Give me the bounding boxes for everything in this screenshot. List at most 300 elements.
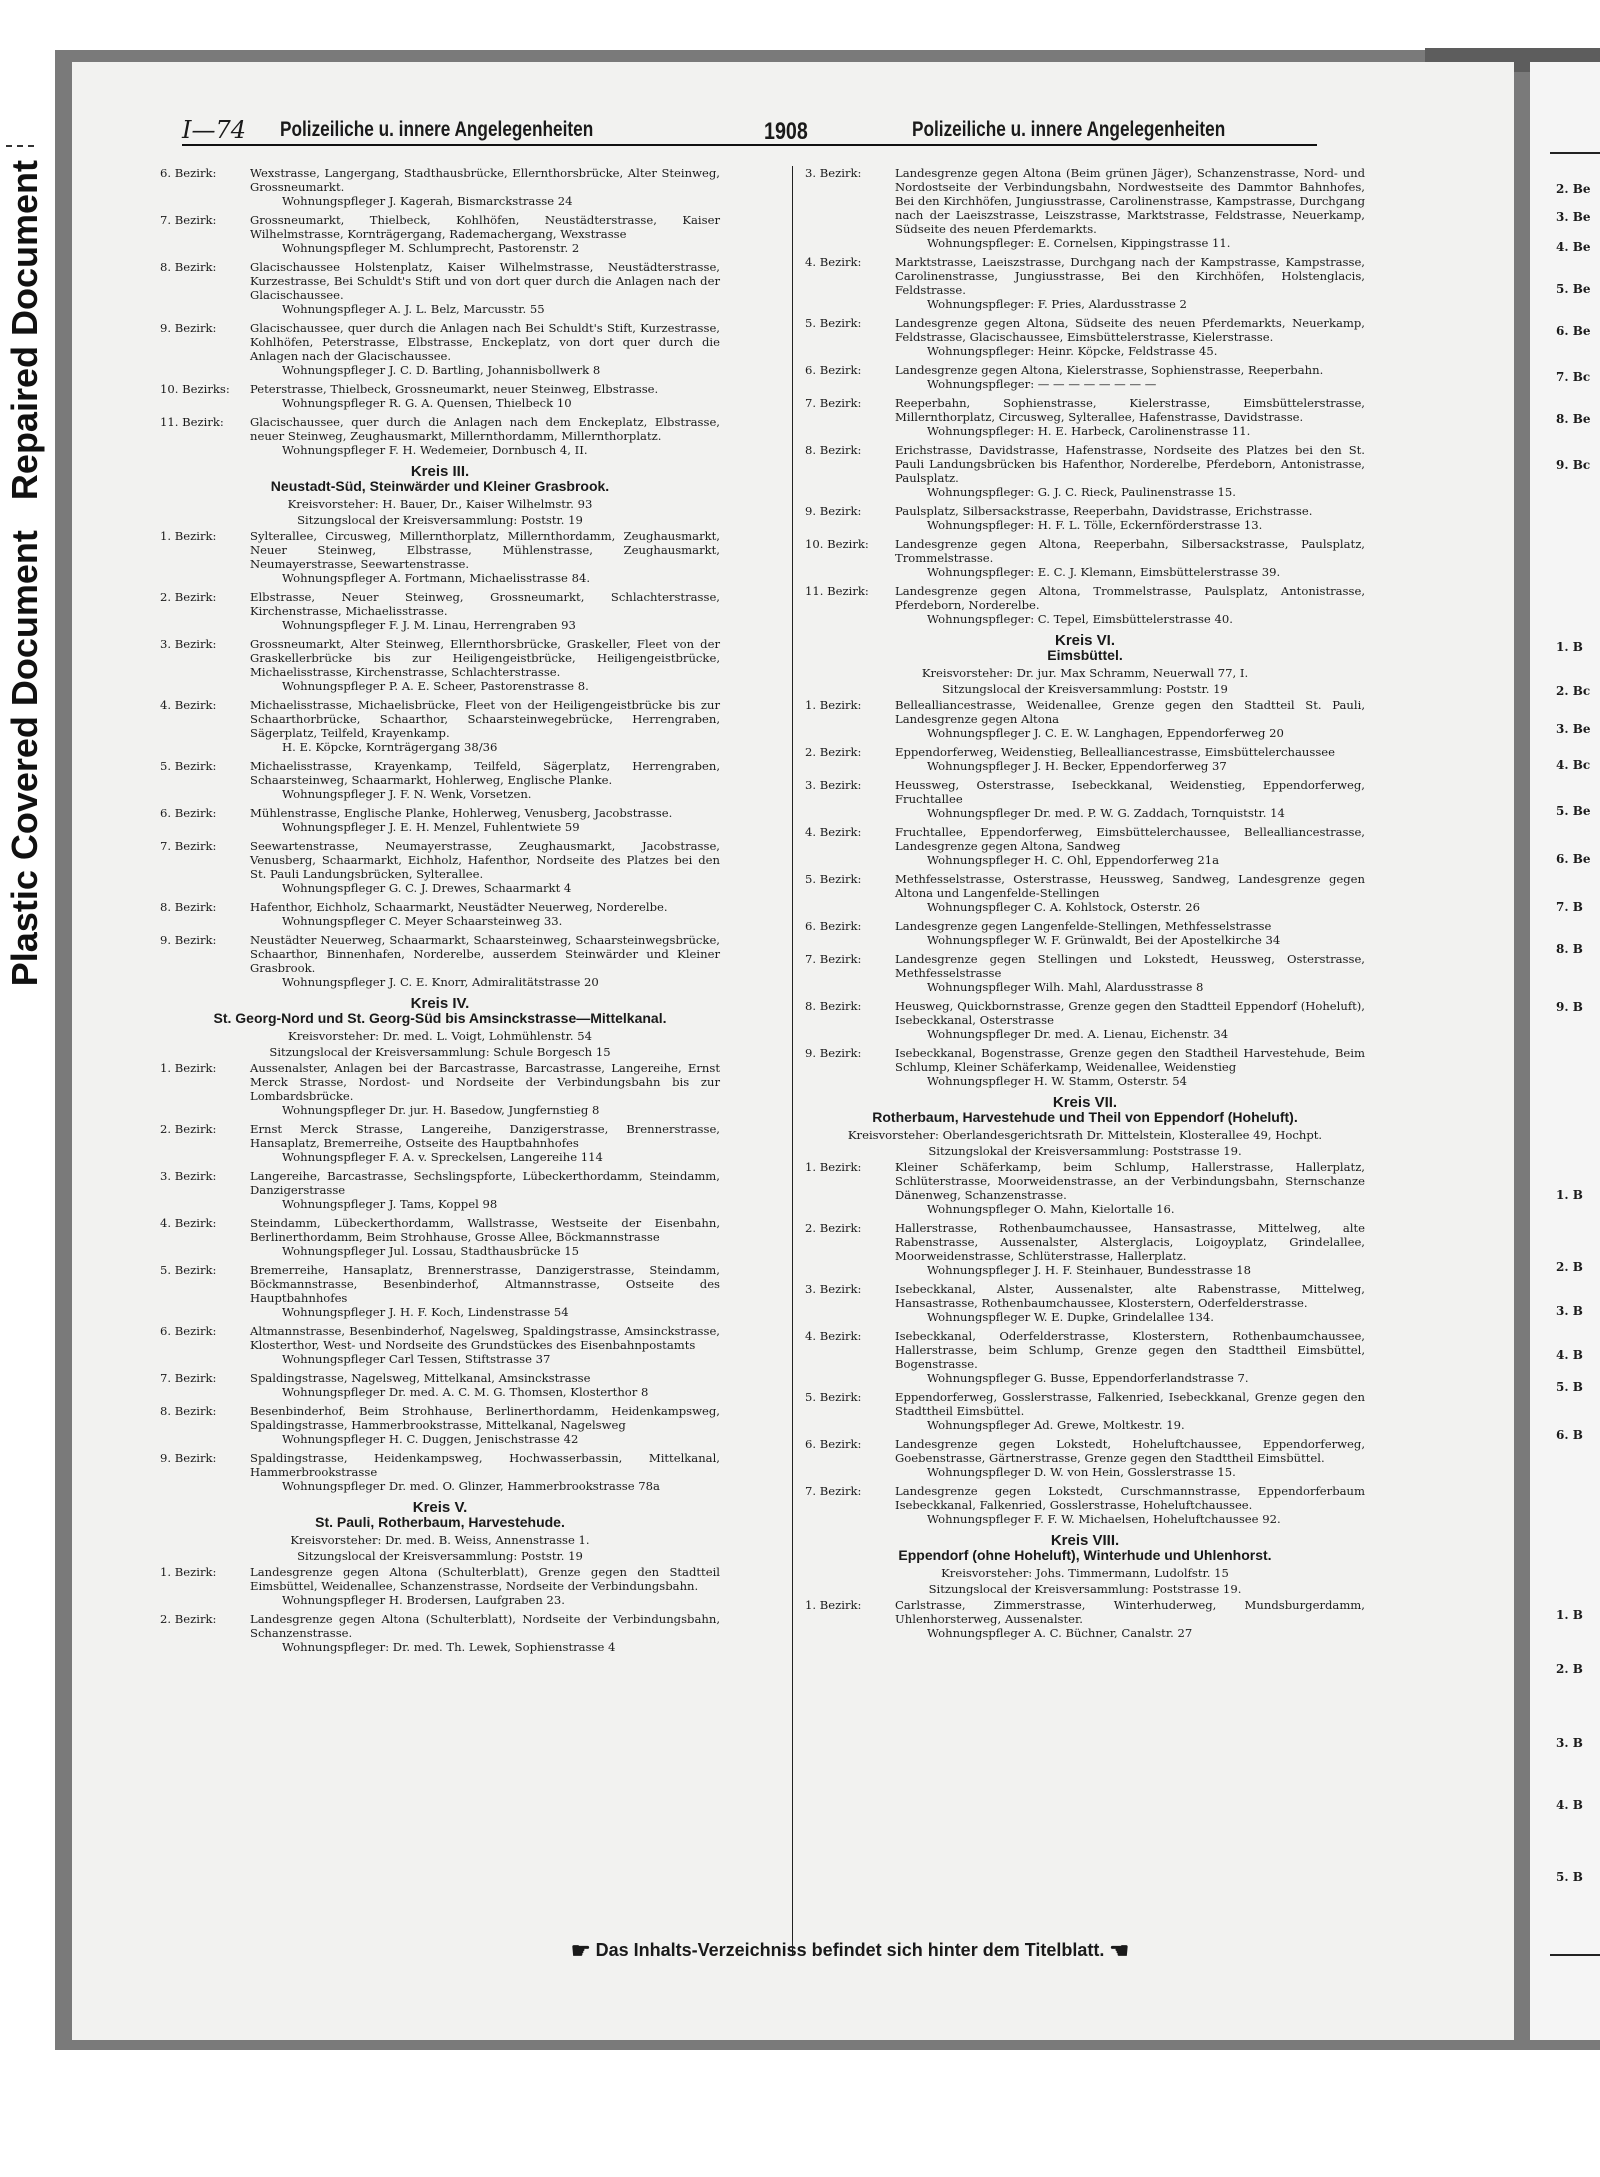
- district-body: [250, 1216, 720, 1258]
- district-label: 6. Bezirk:: [160, 806, 217, 820]
- district-streets: Michaelisstrasse, Krayenkamp, Teilfeld, Sägerplatz, Herrengraben, Schaarsteinweg, Schaarmarkt, Hohlerweg, Englische Planke.: [250, 759, 720, 787]
- district-streets: Landesgrenze gegen Altona (Schulterblatt), Grenze gegen den Stadtteil Eimsbüttel, Weidenallee, Schanzenstrasse, Nordseite der Verbindungsbahn.: [250, 1565, 720, 1593]
- district-body: [895, 1437, 1365, 1479]
- district-label: 7. Bezirk:: [160, 1371, 217, 1385]
- district-body: [250, 1263, 720, 1319]
- district-streets: Isebeckkanal, Oderfelderstrasse, Klosterstern, Rothenbaumchaussee, Hallerstrasse, beim Schlump, Grenze gegen den Stadttheil Eimsbüttel, Bogenstrasse.: [895, 1329, 1365, 1371]
- margin-label: 4. Bc: [1556, 758, 1591, 772]
- district-entry: [805, 1329, 1365, 1385]
- district-warden: Wohnungspfleger: — — — — — — — —: [927, 377, 1157, 391]
- district-entry: [160, 415, 720, 457]
- pointing-hand-left-icon: ☚: [1109, 1938, 1130, 1963]
- district-label: 9. Bezirk:: [160, 933, 217, 947]
- margin-label: 2. Be: [1556, 182, 1591, 196]
- district-warden: Wohnungspfleger C. A. Kohlstock, Osterstr. 26: [927, 900, 1200, 914]
- district-label: 10. Bezirk:: [805, 537, 869, 551]
- district-label: 2. Bezirk:: [160, 1612, 217, 1626]
- district-streets: Mühlenstrasse, Englische Planke, Hohlerweg, Venusberg, Jacobstrasse.: [250, 806, 673, 820]
- district-warden: Wohnungspfleger Ad. Grewe, Moltkestr. 19.: [927, 1418, 1185, 1432]
- kreis-venue: Sitzungslocal der Kreisversammlung: Poststr. 19: [297, 1549, 583, 1563]
- district-warden: Wohnungspfleger J. C. D. Bartling, Johannisbollwerk 8: [282, 363, 601, 377]
- district-warden: Wohnungspfleger: F. Pries, Alardusstrasse 2: [927, 297, 1187, 311]
- margin-label: 5. B: [1556, 1870, 1583, 1884]
- district-streets: Hallerstrasse, Rothenbaumchaussee, Hansastrasse, Mittelweg, alte Rabenstrasse, Aussenalster, Alsterglacis, Loigoyplatz, Grindelallee, Moorweidenstrasse, Schlüterstrasse, Hallerplatz.: [895, 1221, 1365, 1263]
- page-number: I—74: [182, 116, 247, 144]
- district-body: [250, 321, 720, 377]
- kreis-title: Kreis VI.: [1054, 632, 1116, 649]
- margin-label: 9. B: [1556, 1000, 1583, 1014]
- district-body: [250, 590, 720, 632]
- district-warden: Wohnungspfleger W. F. Grünwaldt, Bei der Apostelkirche 34: [927, 933, 1281, 947]
- margin-label: 5. B: [1556, 1380, 1583, 1394]
- district-streets: Eppendorferweg, Weidenstieg, Bellealliancestrasse, Eimsbüttelerchaussee: [895, 745, 1335, 759]
- district-entry: [805, 443, 1365, 499]
- district-warden: Wohnungspfleger: E. C. J. Klemann, Eimsbüttelerstrasse 39.: [927, 565, 1281, 579]
- district-body: [895, 825, 1365, 867]
- district-entry: [805, 584, 1365, 626]
- margin-label: 3. B: [1556, 1736, 1583, 1750]
- district-warden: Wohnungspfleger Jul. Lossau, Stadthausbrücke 15: [282, 1244, 580, 1258]
- district-body: [895, 537, 1365, 579]
- district-warden: Wohnungspfleger O. Mahn, Kielortalle 16.: [927, 1202, 1175, 1216]
- district-body: [895, 255, 1365, 311]
- district-entry: [160, 382, 720, 410]
- kreis-chair: Kreisvorsteher: Dr. med. B. Weiss, Annenstrasse 1.: [290, 1533, 590, 1547]
- district-label: 4. Bezirk:: [805, 1329, 862, 1343]
- district-entry: [160, 321, 720, 377]
- district-warden: Wohnungspfleger F. J. M. Linau, Herrengraben 93: [282, 618, 576, 632]
- district-body: [250, 213, 720, 255]
- district-streets: Eppendorferweg, Gosslerstrasse, Falkenried, Isebeckkanal, Grenze gegen den Stadttheil Eimsbüttel.: [895, 1390, 1365, 1418]
- district-label: 11. Bezirk:: [160, 415, 224, 429]
- kreis-subtitle: St. Georg-Nord und St. Georg-Süd bis Amsinckstrasse—Mittelkanal.: [213, 1010, 667, 1026]
- district-label: 3. Bezirk:: [805, 1282, 862, 1296]
- margin-label: 4. B: [1556, 1798, 1583, 1812]
- district-body: [250, 260, 720, 316]
- district-entry: [805, 778, 1365, 820]
- district-warden: Wohnungspfleger F. F. W. Michaelsen, Hoheluftchaussee 92.: [927, 1512, 1281, 1526]
- district-body: [895, 1046, 1365, 1088]
- district-body: [250, 415, 720, 457]
- district-label: 2. Bezirk:: [805, 745, 862, 759]
- district-body: [250, 933, 720, 989]
- district-label: 7. Bezirk:: [160, 839, 217, 853]
- district-warden: Wohnungspfleger C. Meyer Schaarsteinweg 33.: [282, 914, 563, 928]
- margin-label: 9. Bc: [1556, 458, 1591, 472]
- district-label: 10. Bezirks:: [160, 382, 230, 396]
- district-body: [250, 839, 720, 895]
- district-streets: Neustädter Neuerweg, Schaarmarkt, Schaarsteinweg, Schaarsteinwegsbrücke, Schaarthor, Binnenhafen, Norderelbe, ausserdem Steinwärder und Kleiner Grasbrook.: [250, 933, 720, 975]
- district-entry: [805, 166, 1365, 250]
- district-streets: Glacischaussee, quer durch die Anlagen nach Bei Schuldt's Stift, Kurzestrasse, Kohlhöfen, Peterstrasse, Elbstrasse, Enckeplatz, von dort quer durch die Anlagen nach der Glacischaussee.: [250, 321, 720, 363]
- district-streets: Paulsplatz, Silbersackstrasse, Reeperbahn, Davidstrasse, Erichstrasse.: [895, 504, 1313, 518]
- district-streets: Besenbinderhof, Beim Strohhause, Berlinerthordamm, Heidenkampsweg, Spaldingstrasse, Hammerbrookstrasse, Mittelkanal, Nagelsweg: [250, 1404, 720, 1432]
- district-streets: Michaelisstrasse, Michaelisbrücke, Fleet von der Heiligengeistbrücke bis zur Schaarthorbrücke, Schaarthor, Schaarsteinwegebrücke, Herrengraben, Sägerplatz, Teilfeld, Krayenkamp.: [250, 698, 720, 740]
- margin-label: 7. B: [1556, 900, 1583, 914]
- district-label: 11. Bezirk:: [805, 584, 869, 598]
- margin-label: 6. Be: [1556, 852, 1591, 866]
- kreis-title: Kreis IV.: [410, 995, 470, 1012]
- kreis-venue: Sitzungslocal der Kreisversammlung: Poststrasse 19.: [928, 1582, 1242, 1596]
- kreis-title: Kreis V.: [412, 1499, 468, 1516]
- district-entry: [160, 1061, 720, 1117]
- district-label: 3. Bezirk:: [805, 778, 862, 792]
- district-warden: Wohnungspfleger M. Schlumprecht, Pastorenstr. 2: [282, 241, 580, 255]
- district-body: [250, 1324, 720, 1366]
- district-warden: Wohnungspfleger J. Kagerah, Bismarckstrasse 24: [282, 194, 573, 208]
- district-entry: [160, 1451, 720, 1493]
- district-label: 3. Bezirk:: [160, 637, 217, 651]
- kreis-chair: Kreisvorsteher: Oberlandesgerichtsrath Dr. Mittelstein, Klosterallee 49, Hochpt.: [847, 1128, 1323, 1142]
- district-streets: Landesgrenze gegen Altona (Beim grünen Jäger), Schanzenstrasse, Nord- und Nordostseite der Verbindungsbahn, Nordwestseite des Dammtor Bahnhofes, Bei den Kirchhöfen, Jungiusstrasse, Carolinenstrasse, Kampstrasse, Durchgang nach der Laeiszstrasse, Leiszstrasse, Marktstrasse, Feldstrasse, Neuerkamp, Südseite des neuen Pferdemarkts.: [895, 166, 1365, 236]
- district-label: 7. Bezirk:: [805, 1484, 862, 1498]
- margin-label: 2. B: [1556, 1260, 1583, 1274]
- district-entry: [160, 1263, 720, 1319]
- margin-label: 3. Be: [1556, 210, 1591, 224]
- district-label: 2. Bezirk:: [805, 1221, 862, 1235]
- district-entry: [160, 590, 720, 632]
- district-warden: Wohnungspfleger A. Fortmann, Michaelisstrasse 84.: [282, 571, 591, 585]
- district-entry: [160, 698, 720, 754]
- district-streets: Elbstrasse, Neuer Steinweg, Grossneumarkt, Schlachterstrasse, Kirchenstrasse, Michaelisstrasse.: [250, 590, 720, 618]
- district-entry: [160, 213, 720, 255]
- district-body: [895, 396, 1365, 438]
- footer-note: [400, 1938, 1300, 1964]
- margin-label: 2. B: [1556, 1662, 1583, 1676]
- district-entry: [805, 363, 1365, 391]
- district-entry: [805, 1282, 1365, 1324]
- margin-label: 4. Be: [1556, 240, 1591, 254]
- district-warden: Wohnungspfleger D. W. von Hein, Gosslerstrasse 15.: [927, 1465, 1236, 1479]
- district-warden: Wohnungspfleger A. C. Büchner, Canalstr. 27: [927, 1626, 1193, 1640]
- district-body: [895, 1598, 1365, 1640]
- district-body: [250, 1061, 720, 1117]
- margin-rule: [1550, 152, 1600, 154]
- district-body: [895, 1484, 1365, 1526]
- district-streets: Landesgrenze gegen Altona, Kielerstrasse, Sophienstrasse, Reeperbahn.: [895, 363, 1324, 377]
- district-warden: Wohnungspfleger G. Busse, Eppendorferlandstrasse 7.: [927, 1371, 1249, 1385]
- district-label: 8. Bezirk:: [160, 1404, 217, 1418]
- district-label: 6. Bezirk:: [805, 919, 862, 933]
- district-streets: Grossneumarkt, Alter Steinweg, Ellernthorsbrücke, Graskeller, Fleet von der Graskellerbrücke bis zur Heiligengeistbrücke, Heiligengeistbrücke, Michaelisstrasse, Kirchenstrasse, Schlachterstrasse.: [250, 637, 720, 679]
- district-label: 1. Bezirk:: [160, 529, 217, 543]
- district-warden: Wohnungspfleger J. F. N. Wenk, Vorsetzen.: [282, 787, 532, 801]
- district-streets: Landesgrenze gegen Altona (Schulterblatt), Nordseite der Verbindungsbahn, Schanzenstrasse.: [250, 1612, 720, 1640]
- district-warden: Wohnungspfleger: G. J. C. Rieck, Paulinenstrasse 15.: [927, 485, 1236, 499]
- district-label: 4. Bezirk:: [805, 825, 862, 839]
- district-streets: Seewartenstrasse, Neumayerstrasse, Zeughausmarkt, Jacobstrasse, Venusberg, Schaarmarkt, Eichholz, Hafenthor, Nordseite des Platzes bei den St. Pauli Landungsbrücken, Sylterallee.: [250, 839, 720, 881]
- kreis-subtitle: Eppendorf (ohne Hoheluft), Winterhude und Uhlenhorst.: [898, 1547, 1272, 1563]
- margin-label: 6. Be: [1556, 324, 1591, 338]
- district-warden: Wohnungspfleger J. C. E. Knorr, Admiralitätstrasse 20: [282, 975, 599, 989]
- district-body: [250, 637, 720, 693]
- district-entry: [805, 825, 1365, 867]
- margin-label: 8. Be: [1556, 412, 1591, 426]
- district-streets: Carlstrasse, Zimmerstrasse, Winterhuderweg, Mundsburgerdamm, Uhlenhorsterweg, Aussenalster.: [895, 1598, 1365, 1626]
- pointing-hand-icon: ☛: [570, 1938, 591, 1963]
- district-warden: Wohnungspfleger: Heinr. Köpcke, Feldstrasse 45.: [927, 344, 1218, 358]
- district-warden: Wohnungspfleger: H. F. L. Tölle, Eckernförderstrasse 13.: [927, 518, 1263, 532]
- district-body: [895, 363, 1365, 391]
- district-entry: [805, 255, 1365, 311]
- district-body: [895, 919, 1365, 947]
- district-label: 5. Bezirk:: [805, 872, 862, 886]
- district-body: [250, 166, 720, 208]
- district-warden: Wohnungspfleger Dr. jur. H. Basedow, Jungfernstieg 8: [282, 1103, 600, 1117]
- margin-label: 5. Be: [1556, 804, 1591, 818]
- district-warden: Wohnungspfleger F. H. Wedemeier, Dornbusch 4, II.: [282, 443, 588, 457]
- district-streets: Aussenalster, Anlagen bei der Barcastrasse, Barcastrasse, Langereihe, Ernst Merck Strasse, Nordost- und Nordseite der Verbindungsbahn bis zur Lombardsbrücke.: [250, 1061, 720, 1103]
- district-body: [250, 1122, 720, 1164]
- kreis-subtitle: Rotherbaum, Harvestehude und Theil von Eppendorf (Hoheluft).: [872, 1109, 1298, 1125]
- district-body: [250, 529, 720, 585]
- district-warden: Wohnungspfleger J. H. Becker, Eppendorferweg 37: [927, 759, 1227, 773]
- kreis-title: Kreis VIII.: [1050, 1532, 1120, 1549]
- margin-label: 1. B: [1556, 1608, 1583, 1622]
- header-title-right: Polizeiliche u. innere Angelegenheiten: [912, 118, 1226, 141]
- district-body: [250, 1169, 720, 1211]
- district-body: [250, 1565, 720, 1607]
- district-streets: Spaldingstrasse, Nagelsweg, Mittelkanal, Amsinckstrasse: [250, 1371, 591, 1385]
- district-entry: [805, 1484, 1365, 1526]
- district-streets: Spaldingstrasse, Heidenkampsweg, Hochwasserbassin, Mittelkanal, Hammerbrookstrasse: [250, 1451, 720, 1479]
- district-entry: [805, 1598, 1365, 1640]
- district-body: [250, 1404, 720, 1446]
- district-entry: [160, 1404, 720, 1446]
- district-label: 5. Bezirk:: [805, 1390, 862, 1404]
- district-streets: Ernst Merck Strasse, Langereihe, Danzigerstrasse, Brennerstrasse, Hansaplatz, Bremerreihe, Ostseite des Hauptbahnhofes: [250, 1122, 720, 1150]
- page-header: [182, 114, 1317, 146]
- district-label: 1. Bezirk:: [805, 1160, 862, 1174]
- district-streets: Landesgrenze gegen Stellingen und Lokstedt, Heussweg, Osterstrasse, Methfesselstrasse: [895, 952, 1365, 980]
- district-body: [250, 1451, 720, 1493]
- district-label: 5. Bezirk:: [805, 316, 862, 330]
- district-label: 5. Bezirk:: [160, 1263, 217, 1277]
- header-title-left: Polizeiliche u. innere Angelegenheiten: [280, 118, 594, 141]
- side-banner: [0, 160, 50, 1280]
- kreis-venue: Sitzungslokal der Kreisversammlung: Poststrasse 19.: [928, 1144, 1242, 1158]
- district-entry: [160, 839, 720, 895]
- district-streets: Bremerreihe, Hansaplatz, Brennerstrasse, Danzigerstrasse, Steindamm, Böckmannstrasse, Besenbinderhof, Altmannstrasse, Ostseite des Hauptbahnhofes: [250, 1263, 720, 1305]
- district-entry: [160, 759, 720, 801]
- district-entry: [805, 698, 1365, 740]
- district-entry: [805, 1046, 1365, 1088]
- district-streets: Marktstrasse, Laeiszstrasse, Durchgang nach der Kampstrasse, Kampstrasse, Carolinenstrasse, Jungiusstrasse, Bei den Kirchhöfen, Holstenglacis, Feldstrasse.: [895, 255, 1365, 297]
- kreis-chair: Kreisvorsteher: Dr. jur. Max Schramm, Neuerwall 77, I.: [921, 666, 1249, 680]
- district-body: [895, 1329, 1365, 1385]
- district-streets: Heusweg, Quickbornstrasse, Grenze gegen den Stadtteil Eppendorf (Hoheluft), Isebeckkanal, Osterstrasse: [895, 999, 1365, 1027]
- district-label: 4. Bezirk:: [160, 1216, 217, 1230]
- district-warden: Wohnungspfleger A. J. L. Belz, Marcusstr. 55: [282, 302, 545, 316]
- district-label: 3. Bezirk:: [160, 1169, 217, 1183]
- district-entry: [160, 1169, 720, 1211]
- district-body: [895, 166, 1365, 250]
- district-warden: Wohnungspfleger: Dr. med. Th. Lewek, Sophienstrasse 4: [282, 1640, 616, 1654]
- district-entry: [805, 537, 1365, 579]
- district-label: 4. Bezirk:: [160, 698, 217, 712]
- district-streets: Isebeckkanal, Alster, Aussenalster, alte Rabenstrasse, Mittelweg, Hansastrasse, Rothenbaumchaussee, Klosterstern, Oderfelderstrasse.: [895, 1282, 1365, 1310]
- district-entry: [805, 396, 1365, 438]
- footer-text: Das Inhalts-Verzeichniss befindet sich hinter dem Titelblatt.: [595, 1939, 1105, 1960]
- district-label: 6. Bezirk:: [160, 1324, 217, 1338]
- district-label: 9. Bezirk:: [160, 321, 217, 335]
- district-body: [250, 1371, 720, 1399]
- district-entry: [805, 999, 1365, 1041]
- district-label: 6. Bezirk:: [805, 363, 862, 377]
- district-label: 8. Bezirk:: [160, 260, 217, 274]
- district-warden: H. E. Köpcke, Kornträgergang 38/36: [282, 740, 498, 754]
- district-warden: Wohnungspfleger P. A. E. Scheer, Pastorenstrasse 8.: [282, 679, 589, 693]
- margin-label: 6. B: [1556, 1428, 1583, 1442]
- district-entry: [805, 1390, 1365, 1432]
- district-streets: Langereihe, Barcastrasse, Sechslingspforte, Lübeckerthordamm, Steindamm, Danzigerstrasse: [250, 1169, 720, 1197]
- district-streets: Methfesselstrasse, Osterstrasse, Heussweg, Sandweg, Landesgrenze gegen Altona und Langenfelde-Stellingen: [895, 872, 1365, 900]
- district-warden: Wohnungspfleger Dr. med. A. Lienau, Eichenstr. 34: [927, 1027, 1229, 1041]
- district-warden: Wohnungspfleger J. E. H. Menzel, Fuhlentwiete 59: [282, 820, 580, 834]
- margin-label: 4. B: [1556, 1348, 1583, 1362]
- district-warden: Wohnungspfleger F. A. v. Spreckelsen, Langereihe 114: [282, 1150, 603, 1164]
- district-body: [250, 759, 720, 801]
- district-streets: Hafenthor, Eichholz, Schaarmarkt, Neustädter Neuerweg, Norderelbe.: [250, 900, 668, 914]
- district-label: 9. Bezirk:: [805, 504, 862, 518]
- district-body: [895, 999, 1365, 1041]
- district-entry: [160, 166, 720, 208]
- district-body: [250, 806, 720, 834]
- margin-label: 7. Bc: [1556, 370, 1591, 384]
- kreis-subtitle: Neustadt-Süd, Steinwärder und Kleiner Grasbrook.: [270, 478, 610, 494]
- district-warden: Wohnungspfleger W. E. Dupke, Grindelallee 134.: [927, 1310, 1214, 1324]
- district-body: [895, 584, 1365, 626]
- kreis-venue: Sitzungslocal der Kreisversammlung: Poststr. 19: [942, 682, 1228, 696]
- district-label: 6. Bezirk:: [160, 166, 217, 180]
- district-entry: [160, 1565, 720, 1607]
- district-body: [895, 1221, 1365, 1277]
- banner-left-text: Plastic Covered Document: [4, 530, 45, 987]
- district-streets: Glacischaussee Holstenplatz, Kaiser Wilhelmstrasse, Neustädterstrasse, Kurzestrasse, Bei Schuldt's Stift und von dort quer durch die Anlagen nach der Glacischaussee.: [250, 260, 720, 302]
- margin-label: 3. B: [1556, 1304, 1583, 1318]
- district-warden: Wohnungspfleger G. C. J. Drewes, Schaarmarkt 4: [282, 881, 572, 895]
- district-streets: Isebeckkanal, Bogenstrasse, Grenze gegen den Stadtheil Harvestehude, Beim Schlump, Kleiner Schäferkamp, Weidenallee, Weidenstieg: [895, 1046, 1365, 1074]
- district-body: [895, 952, 1365, 994]
- district-warden: Wohnungspfleger Carl Tessen, Stiftstrasse 37: [282, 1352, 551, 1366]
- district-streets: Kleiner Schäferkamp, beim Schlump, Hallerstrasse, Hallerplatz, Schlüterstrasse, Moorweidenstrasse, an der Verbindungsbahn, Sternschanze Dänenweg, Schanzenstrasse.: [895, 1160, 1365, 1202]
- adjacent-page: [1530, 62, 1600, 2040]
- district-streets: Bellealliancestrasse, Weidenallee, Grenze gegen den Stadtteil St. Pauli, Landesgrenze gegen Altona: [895, 698, 1365, 726]
- district-warden: Wohnungspfleger J. H. F. Koch, Lindenstrasse 54: [282, 1305, 569, 1319]
- margin-label: 1. B: [1556, 640, 1583, 654]
- district-label: 1. Bezirk:: [805, 1598, 862, 1612]
- district-warden: Wohnungspfleger Wilh. Mahl, Alardusstrasse 8: [927, 980, 1204, 994]
- margin-label: 2. Bc: [1556, 684, 1591, 698]
- kreis-subtitle: St. Pauli, Rotherbaum, Harvestehude.: [315, 1514, 565, 1530]
- district-warden: Wohnungspfleger Dr. med. A. C. M. G. Thomsen, Klosterthor 8: [282, 1385, 649, 1399]
- district-warden: Wohnungspfleger: E. Cornelsen, Kippingstrasse 11.: [927, 236, 1231, 250]
- district-streets: Erichstrasse, Davidstrasse, Hafenstrasse, Nordseite des Platzes bei den St. Pauli Landungsbrücken bis Hafenthor, Norderelbe, Pferdeborn, Antonistrasse, Paulsplatz.: [895, 443, 1365, 485]
- district-streets: Steindamm, Lübeckerthordamm, Wallstrasse, Westseite der Eisenbahn, Berlinerthordamm, Beim Strohhause, Grosse Allee, Böckmannstrasse: [250, 1216, 720, 1244]
- district-body: [895, 778, 1365, 820]
- district-streets: Sylterallee, Circusweg, Millernthorplatz, Millernthordamm, Zeughausmarkt, Neuer Steinweg, Elbstrasse, Mühlenstrasse, Zeughausmarkt, Neumayerstrasse, Seewartenstrasse.: [250, 529, 720, 571]
- district-label: 6. Bezirk:: [805, 1437, 862, 1451]
- district-entry: [160, 933, 720, 989]
- district-label: 3. Bezirk:: [805, 166, 862, 180]
- district-entry: [160, 637, 720, 693]
- district-warden: Wohnungspfleger J. H. F. Steinhauer, Bundesstrasse 18: [927, 1263, 1252, 1277]
- district-streets: Glacischaussee, quer durch die Anlagen nach dem Enckeplatz, Elbstrasse, neuer Steinweg, Zeughausmarkt, Millernthordamm, Millernthorplatz.: [250, 415, 720, 443]
- district-entry: [805, 919, 1365, 947]
- district-label: 1. Bezirk:: [805, 698, 862, 712]
- district-entry: [160, 1371, 720, 1399]
- margin-label: 3. Be: [1556, 722, 1591, 736]
- district-label: 2. Bezirk:: [160, 590, 217, 604]
- left-column: [160, 166, 720, 1659]
- district-entry: [805, 745, 1365, 773]
- margin-label: 5. Be: [1556, 282, 1591, 296]
- district-warden: Wohnungspfleger H. W. Stamm, Osterstr. 54: [927, 1074, 1188, 1088]
- kreis-venue: Sitzungslocal der Kreisversammlung: Schule Borgesch 15: [269, 1045, 611, 1059]
- district-warden: Wohnungspfleger J. C. E. W. Langhagen, Eppendorferweg 20: [927, 726, 1284, 740]
- district-entry: [160, 1122, 720, 1164]
- column-divider: [792, 166, 793, 1956]
- district-entry: [805, 316, 1365, 358]
- district-label: 7. Bezirk:: [160, 213, 217, 227]
- district-entry: [805, 952, 1365, 994]
- district-label: 1. Bezirk:: [160, 1061, 217, 1075]
- district-entry: [160, 1324, 720, 1366]
- district-body: [895, 1160, 1365, 1216]
- header-year: 1908: [764, 118, 808, 145]
- right-column: [805, 166, 1365, 1645]
- banner-right-text: Repaired Document: [4, 160, 45, 501]
- kreis-chair: Kreisvorsteher: H. Bauer, Dr., Kaiser Wilhelmstr. 93: [287, 497, 593, 511]
- district-warden: Wohnungspfleger: H. E. Harbeck, Carolinenstrasse 11.: [927, 424, 1251, 438]
- district-streets: Landesgrenze gegen Langenfelde-Stellingen, Methfesselstrasse: [895, 919, 1272, 933]
- district-label: 9. Bezirk:: [805, 1046, 862, 1060]
- district-streets: Grossneumarkt, Thielbeck, Kohlhöfen, Neustädterstrasse, Kaiser Wilhelmstrasse, Kornträgergang, Rademachergang, Wexstrasse: [250, 213, 720, 241]
- district-label: 1. Bezirk:: [160, 1565, 217, 1579]
- district-label: 8. Bezirk:: [805, 443, 862, 457]
- district-streets: Fruchtallee, Eppendorferweg, Eimsbüttelerchaussee, Bellealliancestrasse, Landesgrenze gegen Altona, Sandweg: [895, 825, 1365, 853]
- district-body: [895, 872, 1365, 914]
- district-streets: Landesgrenze gegen Lokstedt, Curschmannstrasse, Eppendorferbaum Isebeckkanal, Falkenried, Gosslerstrasse, Hoheluftchaussee.: [895, 1484, 1365, 1512]
- district-entry: [160, 1216, 720, 1258]
- district-label: 5. Bezirk:: [160, 759, 217, 773]
- district-entry: [160, 900, 720, 928]
- kreis-venue: Sitzungslocal der Kreisversammlung: Poststr. 19: [297, 513, 583, 527]
- district-label: 2. Bezirk:: [160, 1122, 217, 1136]
- district-body: [895, 698, 1365, 740]
- district-streets: Wexstrasse, Langergang, Stadthausbrücke, Ellernthorsbrücke, Alter Steinweg, Grossneumarkt.: [250, 166, 720, 194]
- district-warden: Wohnungspfleger J. Tams, Koppel 98: [282, 1197, 498, 1211]
- district-streets: Peterstrasse, Thielbeck, Grossneumarkt, neuer Steinweg, Elbstrasse.: [250, 382, 659, 396]
- district-entry: [805, 1437, 1365, 1479]
- district-streets: Landesgrenze gegen Altona, Südseite des neuen Pferdemarkts, Neuerkamp, Feldstrasse, Glacischaussee, Eimsbüttelerstrasse, Kielerstrasse.: [895, 316, 1365, 344]
- district-entry: [160, 806, 720, 834]
- district-warden: Wohnungspfleger R. G. A. Quensen, Thielbeck 10: [282, 396, 572, 410]
- district-warden: Wohnungspfleger Dr. med. P. W. G. Zaddach, Tornquiststr. 14: [927, 806, 1285, 820]
- district-entry: [805, 1160, 1365, 1216]
- district-entry: [160, 1612, 720, 1654]
- district-body: [250, 382, 720, 410]
- district-body: [895, 1390, 1365, 1432]
- district-label: 7. Bezirk:: [805, 396, 862, 410]
- margin-label: 1. B: [1556, 1188, 1583, 1202]
- district-entry: [805, 504, 1365, 532]
- district-streets: Heussweg, Osterstrasse, Isebeckkanal, Weidenstieg, Eppendorferweg, Fruchtallee: [895, 778, 1365, 806]
- district-entry: [805, 1221, 1365, 1277]
- district-warden: Wohnungspfleger H. C. Ohl, Eppendorferweg 21a: [927, 853, 1220, 867]
- edge-dash: [6, 145, 34, 147]
- district-streets: Altmannstrasse, Besenbinderhof, Nagelsweg, Spaldingstrasse, Amsinckstrasse, Klosterthor, West- und Nordseite des Grundstückes des Eisenbahnpostamts: [250, 1324, 720, 1352]
